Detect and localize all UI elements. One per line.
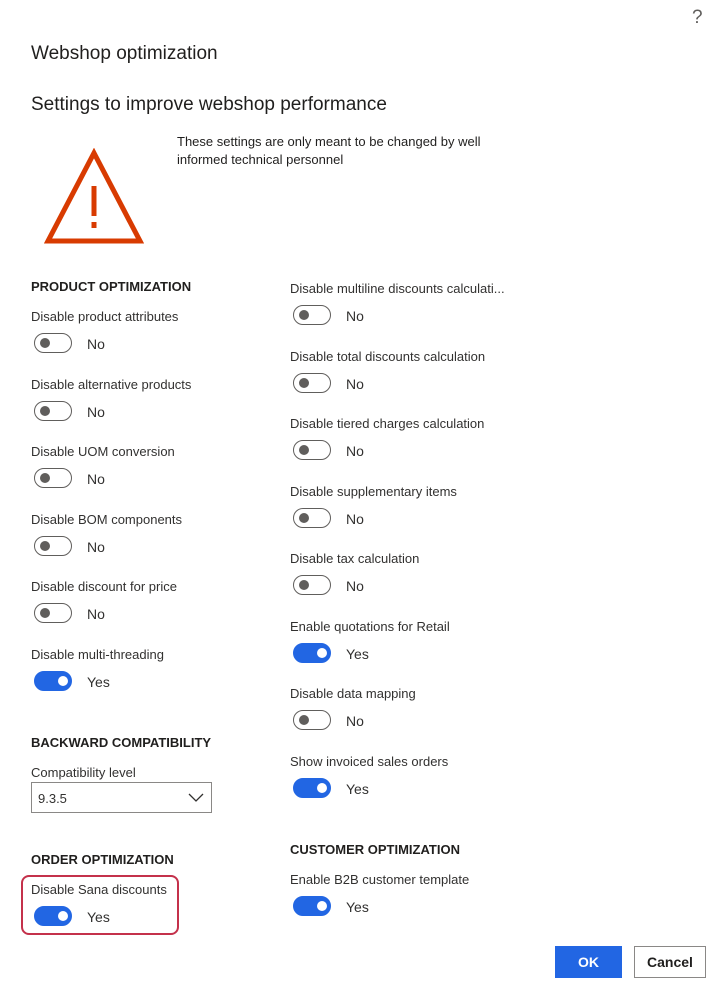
toggle-knob — [299, 513, 309, 523]
field-label: Disable tiered charges calculation — [290, 416, 485, 431]
help-icon[interactable]: ? — [692, 7, 703, 28]
toggle-knob — [299, 445, 309, 455]
disable-sana-discounts-toggle[interactable] — [34, 906, 72, 926]
disable-product-attributes-toggle[interactable] — [34, 333, 72, 353]
toggle-value: No — [87, 539, 105, 555]
field-label: Disable UOM conversion — [31, 444, 175, 459]
disable-data-mapping-toggle[interactable] — [293, 710, 331, 730]
toggle-value: No — [87, 404, 105, 420]
section-order-optimization: ORDER OPTIMIZATION — [31, 852, 174, 867]
toggle-knob — [40, 406, 50, 416]
compatibility-level-label: Compatibility level — [31, 765, 136, 780]
disable-multiline-discounts-toggle[interactable] — [293, 305, 331, 325]
field-label: Enable quotations for Retail — [290, 619, 450, 634]
toggle-knob — [299, 580, 309, 590]
toggle-knob — [58, 911, 68, 921]
toggle-value: No — [87, 471, 105, 487]
warning-text: These settings are only meant to be changed by well informed technical personnel — [177, 134, 481, 167]
toggle-knob — [40, 338, 50, 348]
toggle-knob — [317, 648, 327, 658]
dialog-title: Webshop optimization — [31, 43, 218, 64]
toggle-value: No — [346, 511, 364, 527]
warning-icon — [44, 148, 144, 244]
toggle-knob — [317, 783, 327, 793]
dialog-subtitle: Settings to improve webshop performance — [31, 94, 387, 115]
show-invoiced-sales-orders-toggle[interactable] — [293, 778, 331, 798]
field-label: Disable tax calculation — [290, 551, 420, 566]
toggle-value: Yes — [346, 646, 369, 662]
cancel-button[interactable]: Cancel — [634, 946, 706, 978]
field-label: Disable product attributes — [31, 309, 179, 324]
disable-uom-conversion-toggle[interactable] — [34, 468, 72, 488]
toggle-value: No — [87, 606, 105, 622]
disable-supplementary-items-toggle[interactable] — [293, 508, 331, 528]
field-label: Disable supplementary items — [290, 484, 457, 499]
toggle-value: Yes — [346, 781, 369, 797]
field-label: Disable alternative products — [31, 377, 192, 392]
enable-b2b-customer-template-toggle[interactable] — [293, 896, 331, 916]
toggle-value: No — [346, 308, 364, 324]
field-label: Disable total discounts calculation — [290, 349, 486, 364]
toggle-knob — [40, 473, 50, 483]
toggle-value: Yes — [87, 674, 110, 690]
field-label: Enable B2B customer template — [290, 872, 470, 887]
toggle-value: Yes — [346, 899, 369, 915]
toggle-knob — [299, 378, 309, 388]
disable-alternative-products-toggle[interactable] — [34, 401, 72, 421]
field-label: Show invoiced sales orders — [290, 754, 449, 769]
disable-total-discounts-toggle[interactable] — [293, 373, 331, 393]
field-label: Disable Sana discounts — [31, 882, 167, 897]
ok-button[interactable]: OK — [555, 946, 622, 978]
disable-tiered-charges-toggle[interactable] — [293, 440, 331, 460]
section-customer-optimization: CUSTOMER OPTIMIZATION — [290, 842, 460, 857]
toggle-knob — [40, 541, 50, 551]
select-value: 9.3.5 — [38, 791, 67, 806]
toggle-knob — [40, 608, 50, 618]
toggle-knob — [58, 676, 68, 686]
compatibility-level-select[interactable] — [31, 782, 212, 813]
toggle-value: No — [346, 376, 364, 392]
disable-tax-calculation-toggle[interactable] — [293, 575, 331, 595]
field-label: Disable multiline discounts calculati... — [290, 281, 505, 296]
toggle-knob — [299, 310, 309, 320]
section-product-optimization: PRODUCT OPTIMIZATION — [31, 279, 192, 294]
section-backward-compatibility: BACKWARD COMPATIBILITY — [31, 735, 212, 750]
toggle-value: Yes — [87, 909, 110, 925]
enable-quotations-retail-toggle[interactable] — [293, 643, 331, 663]
field-label: Disable multi-threading — [31, 647, 164, 662]
toggle-knob — [317, 901, 327, 911]
disable-bom-components-toggle[interactable] — [34, 536, 72, 556]
chevron-down-icon — [187, 790, 205, 804]
toggle-value: No — [87, 336, 105, 352]
field-label: Disable data mapping — [290, 686, 416, 701]
field-label: Disable BOM components — [31, 512, 183, 527]
toggle-knob — [299, 715, 309, 725]
disable-multi-threading-toggle[interactable] — [34, 671, 72, 691]
toggle-value: No — [346, 578, 364, 594]
toggle-value: No — [346, 713, 364, 729]
toggle-value: No — [346, 443, 364, 459]
disable-discount-for-price-toggle[interactable] — [34, 603, 72, 623]
field-label: Disable discount for price — [31, 579, 177, 594]
